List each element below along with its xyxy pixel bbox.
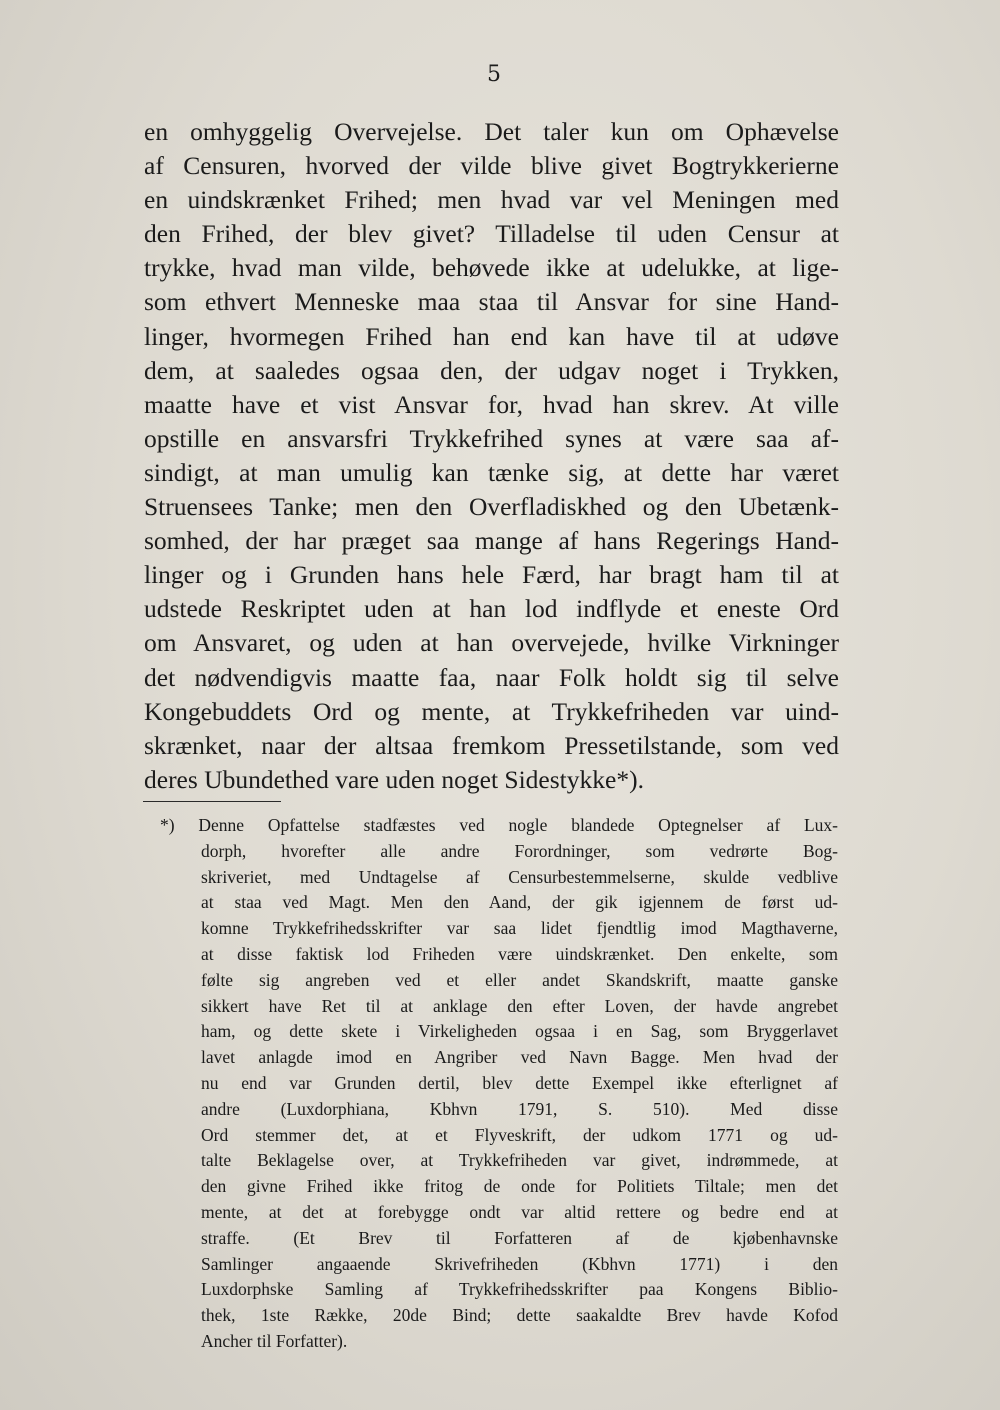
footnote-line: mente, at det at forebygge ondt var altid rettere og bedre end at (201, 1201, 838, 1222)
text-line: den Frihed, der blev givet? Tilladelse til uden Censur at (144, 219, 839, 249)
text-line: af Censuren, hvorved der vilde blive givet Bogtrykkerierne (144, 151, 839, 181)
text-line: linger og i Grunden hans hele Færd, har bragt ham til at (144, 560, 839, 590)
footnote-line: Luxdorphske Samling af Trykkefrihedsskrifter paa Kongens Biblio- (201, 1279, 838, 1300)
text-line: Struensees Tanke; men den Overfladiskhed og den Ubetænk- (144, 492, 839, 522)
text-line: sindigt, at man umulig kan tænke sig, at dette har været (144, 457, 839, 487)
footnote-line: ham, og dette skete i Virkeligheden ogsaa i en Sag, som Bryggerlavet (201, 1021, 838, 1042)
text-line: udstede Reskriptet uden at han lod indflyde et eneste Ord (144, 594, 839, 624)
main-text (144, 115, 839, 797)
footnote-line: sikkert have Ret til at anklage den efter Loven, der havde angrebet (201, 995, 838, 1016)
footnote-line: at disse faktisk lod Friheden være uindskrænket. Den enkelte, som (201, 943, 838, 964)
text-line: en omhyggelig Overvejelse. Det taler kun om Ophævelse (144, 117, 839, 146)
footnote-line: komne Trykkefrihedsskrifter var saa lidet fjendtlig imod Magthaverne, (201, 918, 838, 939)
footnote-line: følte sig angreben ved et eller andet Skandskrift, maatte ganske (201, 969, 838, 990)
text-line: om Ansvaret, og uden at han overvejede, hvilke Virkninger (144, 628, 839, 658)
footnote-divider (143, 801, 281, 802)
footnote-line: talte Beklagelse over, at Trykkefriheden var givet, indrømmede, at (201, 1150, 838, 1171)
text-line: som ethvert Menneske maa staa til Ansvar for sine Hand- (144, 287, 839, 317)
footnote-line: lavet anlagde imod en Angriber ved Navn Bagge. Men hvad der (201, 1047, 838, 1068)
footnote (143, 813, 838, 1355)
text-line: linger, hvormegen Frihed han end kan have til at udøve (144, 321, 839, 351)
footnote-line: den givne Frihed ikke fritog de onde for Politiets Tiltale; men det (201, 1176, 838, 1197)
footnote-line: *) Denne Opfattelse stadfæstes ved nogle blandede Optegnelser af Lux- (160, 815, 838, 835)
text-line: Kongebuddets Ord og mente, at Trykkefriheden var uind- (144, 696, 839, 726)
footnote-line: at staa ved Magt. Men den Aand, der gik igjennem de først ud- (201, 892, 838, 913)
text-line: det nødvendigvis maatte faa, naar Folk holdt sig til selve (144, 662, 839, 692)
text-line: dem, at saaledes ogsaa den, der udgav noget i Trykken, (144, 355, 839, 385)
text-line: en uindskrænket Frihed; men hvad var vel Meningen med (144, 185, 839, 215)
footnote-line: dorph, hvorefter alle andre Forordninger, som vedrørte Bog- (201, 840, 838, 861)
text-line: deres Ubundethed vare uden noget Sidestykke*). (144, 764, 644, 794)
footnote-line: Ancher til Forfatter). (201, 1330, 348, 1351)
footnote-line: straffe. (Et Brev til Forfatteren af de kjøbenhavnske (201, 1227, 838, 1248)
footnote-line: nu end var Grunden dertil, blev dette Exempel ikke efterlignet af (201, 1072, 838, 1093)
page-number: 5 (487, 62, 501, 87)
footnote-line: skriveriet, med Undtagelse af Censurbestemmelserne, skulde vedblive (201, 866, 838, 887)
footnote-line: Ord stemmer det, at et Flyveskrift, der udkom 1771 og ud- (201, 1124, 838, 1145)
text-line: skrænket, naar der altsaa fremkom Pressetilstande, som ved (144, 730, 839, 760)
footnote-line: Samlinger angaaende Skrivefriheden (Kbhvn 1771) i den (201, 1253, 838, 1274)
text-line: trykke, hvad man vilde, behøvede ikke at udelukke, at lige- (144, 253, 839, 283)
text-line: somhed, der har præget saa mange af hans Regerings Hand- (144, 526, 839, 556)
footnote-line: thek, 1ste Række, 20de Bind; dette saakaldte Brev havde Kofod (201, 1305, 838, 1326)
footnote-line: andre (Luxdorphiana, Kbhvn 1791, S. 510). Med disse (201, 1098, 838, 1119)
text-line: maatte have et vist Ansvar for, hvad han skrev. At ville (144, 389, 839, 419)
text-line: opstille en ansvarsfri Trykkefrihed synes at være saa af- (144, 423, 839, 453)
